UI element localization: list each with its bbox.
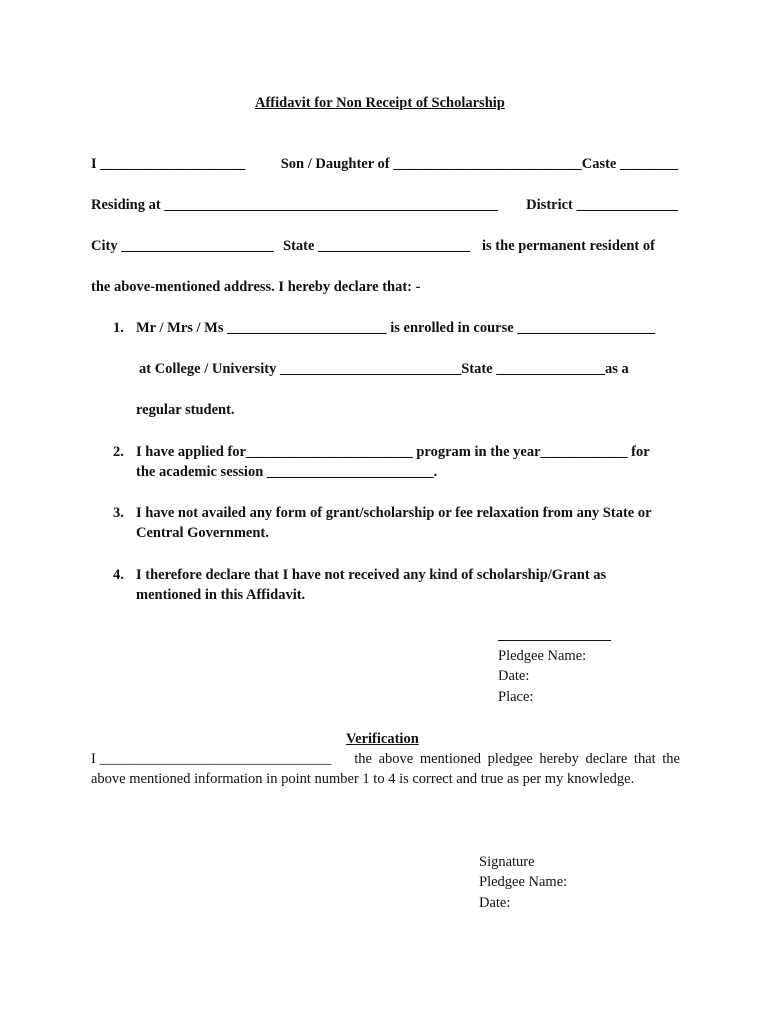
item-1-number: 1. [113,320,124,336]
item-4-line-2: mentioned in this Affidavit. [136,587,306,603]
item-4-number: 4. [113,567,124,583]
declaration-intro: the above-mentioned address. I hereby declare that: - [91,279,421,295]
verification-name-field: I ________________________________ [91,751,332,767]
signature-label: Signature [479,854,535,870]
parent-caste-field: Son / Daughter of __________________________Caste ________ [280,156,678,172]
pledge-place-label: Place: [498,689,534,705]
verification-heading: Verification [346,731,419,747]
residence-line [91,197,678,214]
verification-line-2: above mentioned information in point number 1 to 4 is correct and true as per my knowledge. [91,771,635,787]
item-2-line-1: I have applied for_______________________ program in the year____________ for [136,444,650,460]
applicant-line [91,156,678,173]
permanent-resident-text: is the permanent resident of [482,238,655,254]
verification-line-1 [91,751,680,768]
city-field: City _____________________ [91,238,274,254]
district-field: District ______________ [526,197,678,213]
signature-name-label: Pledgee Name: [479,874,568,890]
pledge-date-label: Date: [498,668,530,684]
signature-date-label: Date: [479,895,511,911]
item-1-line-1: Mr / Mrs / Ms ______________________ is enrolled in course ___________________ [136,320,656,336]
residing-at-field: Residing at ______________________________________________ [91,197,498,213]
state-field: State _____________________ [283,238,471,254]
pledge-signature-line [498,640,611,641]
pledge-name-label: Pledgee Name: [498,648,587,664]
item-3-line-1: I have not availed any form of grant/scholarship or fee relaxation from any State or [136,505,652,521]
item-2-line-2: the academic session _______________________. [136,464,438,480]
document-title: Affidavit for Non Receipt of Scholarship [255,95,505,111]
verification-line-1-text: the above mentioned pledgee hereby declare that the [354,751,680,767]
applicant-name-field: I ____________________ [91,156,246,172]
item-3-number: 3. [113,505,124,521]
item-1-line-3: regular student. [136,402,235,418]
item-4-line-1: I therefore declare that I have not received any kind of scholarship/Grant as [136,567,607,583]
item-1-line-2: at College / University _________________________State _______________as a [139,361,629,377]
item-2-number: 2. [113,444,124,460]
item-3-line-2: Central Government. [136,525,269,541]
